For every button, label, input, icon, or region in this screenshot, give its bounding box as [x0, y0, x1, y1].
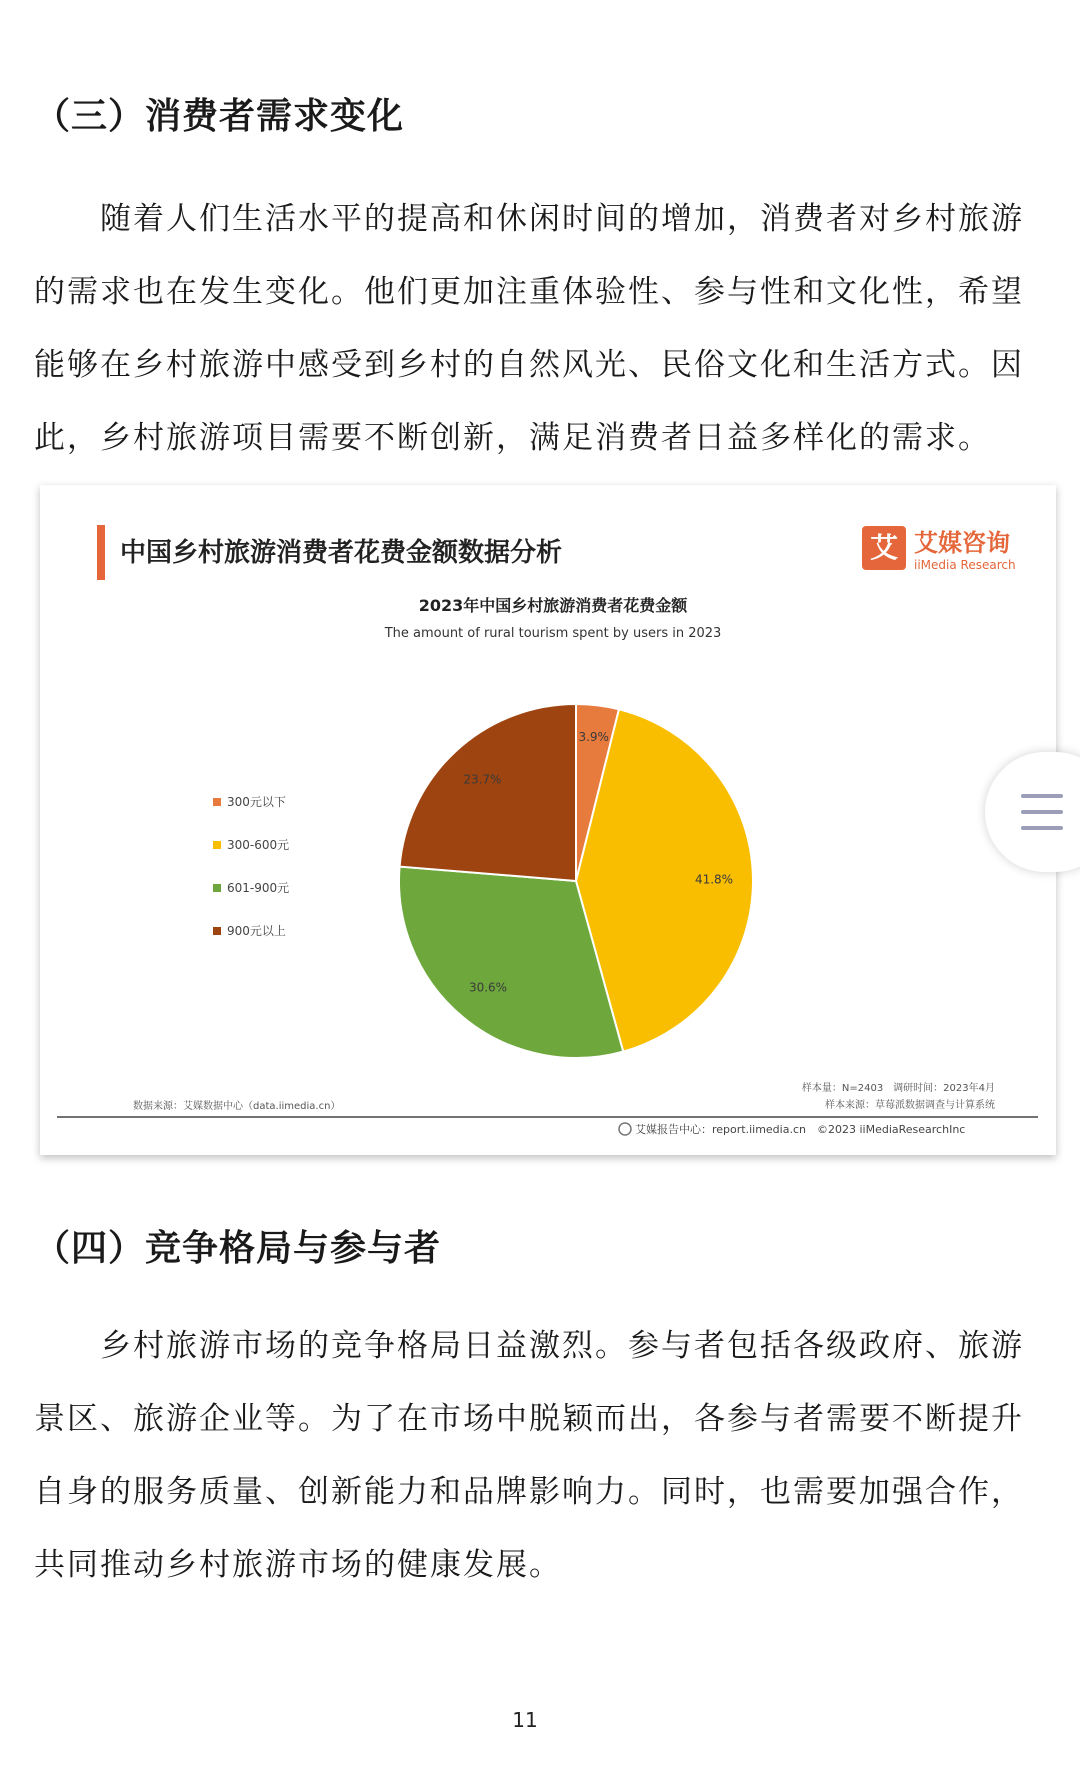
pie-slice-label: 30.6%	[468, 980, 508, 995]
legend-swatch	[213, 841, 221, 849]
sample-size-note: 样本量：N=2403 调研时间：2023年4月	[801, 1083, 995, 1094]
legend-label: 300-600元	[227, 838, 290, 852]
section3-paragraph: 随着人们生活水平的提高和休闲时间的增加，消费者对乡村旅游的需求也在发生变化。他们更加注重体验性、参与性和文化性，希望能够在乡村旅游中感受到乡村的自然风光、民俗文化和生活方式。因此，乡村旅游项目需要不断创新，满足消费者日益多样化的需求。	[34, 201, 1024, 456]
chart-legend	[213, 795, 289, 938]
report-center-note: 艾媒报告中心：report.iimedia.cn ©2023 iiMediaResearchInc	[635, 1123, 966, 1136]
logo-name-cn: 艾媒咨询	[914, 529, 1010, 557]
pie-slice-label: 23.7%	[463, 772, 502, 787]
iimedia-logo	[862, 526, 1016, 572]
data-source-note: 数据来源：艾媒数据中心（data.iimedia.cn）	[133, 1101, 341, 1112]
section4-paragraph: 乡村旅游市场的竞争格局日益激烈。参与者包括各级政府、旅游景区、旅游企业等。为了在市场中脱颖而出，各参与者需要不断提升自身的服务质量、创新能力和品牌影响力。同时，也需要加强合作，共同推动乡村旅游市场的健康发展。	[34, 1328, 1024, 1583]
chart-subtitle: The amount of rural tourism spent by users in 2023	[384, 626, 722, 641]
pie-slice-label: 41.8%	[694, 872, 734, 887]
header-accent-bar	[97, 525, 105, 580]
pie-slices	[399, 704, 753, 1058]
legend-label: 300元以下	[227, 795, 286, 809]
logo-name-en: iiMedia Research	[914, 558, 1016, 572]
report-center-icon	[619, 1123, 631, 1135]
sample-source-note: 样本来源：草莓派数据调查与计算系统	[825, 1100, 995, 1111]
chart-title: 2023年中国乡村旅游消费者花费金额	[418, 596, 688, 615]
legend-swatch	[213, 927, 221, 935]
legend-swatch	[213, 884, 221, 892]
legend-swatch	[213, 798, 221, 806]
page-number: 11	[512, 1708, 538, 1732]
pie-slice	[400, 704, 576, 881]
pie-chart	[40, 485, 1056, 1155]
logo-mark-text: 艾	[869, 531, 899, 564]
legend-label: 900元以上	[227, 924, 286, 938]
pie-slice-label: 3.9%	[578, 729, 609, 744]
section3-heading: （三）消费者需求变化	[34, 96, 405, 137]
legend-label: 601-900元	[227, 881, 290, 895]
chart-header-title: 中国乡村旅游消费者花费金额数据分析	[120, 538, 563, 568]
chart-card	[40, 485, 1056, 1155]
section4-heading: （四）竞争格局与参与者	[34, 1228, 442, 1269]
